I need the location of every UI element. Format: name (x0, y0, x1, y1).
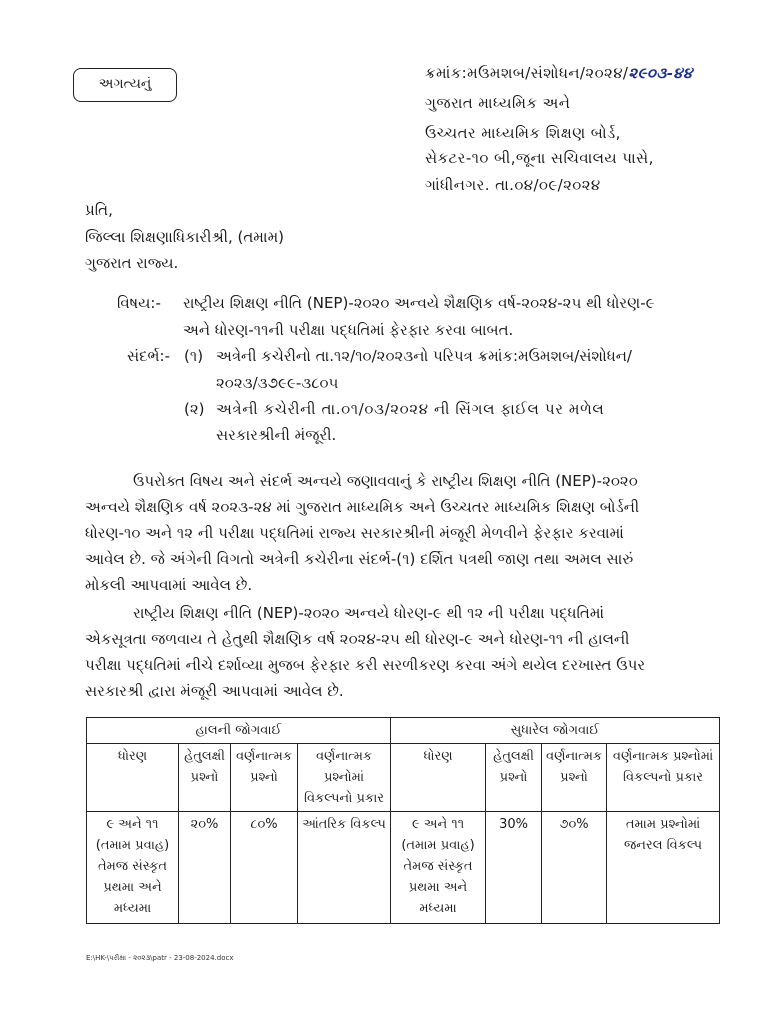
addressee-prati: પ્રતિ, (85, 201, 113, 219)
paragraph-1-line: આવેલ છે. જે અંગેની વિગતો અત્રેની કચેરીના સંદર્ભ-(૧) દર્શિત પત્રથી જાણ તથા અમલ સારું (85, 550, 634, 568)
col-standard-current: ધોરણ (87, 744, 179, 812)
col-descriptive-revised: વર્ણનાત્મક પ્રશ્નો (542, 744, 607, 812)
subject-line-2: અને ધોરણ-૧૧ની પરીક્ષા પદ્ધતિમાં ફેરફાર કરવા બાબત. (183, 321, 514, 339)
header-place-date: ગાંધીનગર. તા.૦૪/૦૯/૨૦૨૪ (425, 176, 601, 194)
cell-descriptive-revised: ૭૦% (542, 812, 607, 924)
col-descriptive-current: વર્ણનાત્મક પ્રશ્નો (231, 744, 298, 812)
handwritten-number: ૨૯૦૩-૪૪ (628, 64, 693, 82)
cell-descriptive-current: ૮૦% (231, 812, 298, 924)
subject-label: વિષય:- (117, 294, 161, 312)
paragraph-1-line: ધોરણ-૧૦ અને ૧૨ ની પરીક્ષા પદ્ધતિમાં રાજ્ય સરકારશ્રીની મંજૂરી મેળવીને ફેરફાર કરવામાં (85, 524, 624, 542)
paragraph-2-line: પરીક્ષા પદ્ધતિમાં નીચે દર્શાવ્યા મુજબ ફેરફાર કરી સરળીકરણ કરવા અંગે થયેલ દરખાસ્ત ઉપર (85, 656, 646, 674)
urgent-label-box (73, 68, 177, 102)
col-option-type-revised: વર્ણનાત્મક પ્રશ્નોમાં વિકલ્પનો પ્રકાર (607, 744, 720, 812)
cell-objective-revised: 30% (486, 812, 542, 924)
body-paragraph-2 (85, 600, 705, 704)
reference-2-line-2: સરકારશ્રીની મંજૂરી. (216, 426, 337, 444)
paragraph-1-line: મોકલી આપવામાં આવેલ છે. (85, 576, 253, 594)
subject-line-1: રાષ્ટ્રીય શિક્ષણ નીતિ (NEP)-૨૦૨૦ અન્વયે શૈક્ષણિક વર્ષ-૨૦૨૪-૨૫ થી ધોરણ-૯ (183, 294, 655, 312)
reference-1-line-2: ૨૦૨૩/૩૭૯૯-૩૮૦૫ (216, 374, 339, 392)
cell-standard-current: ૯ અને ૧૧ (તમામ પ્રવાહ) તેમજ સંસ્કૃત પ્રથમા અને મધ્યમા (87, 812, 179, 924)
reference-1-line-1: અત્રેની કચેરીનો તા.૧૨/૧૦/૨૦૨૩નો પરિપત્ર ક્રમાંક:મઉમશબ/સંશોધન/ (216, 347, 632, 365)
paragraph-1-line: અન્વયે શૈક્ષણિક વર્ષ ૨૦૨૩-૨૪ માં ગુજરાત માધ્યમિક અને ઉચ્ચતર માધ્યમિક શિક્ષણ બોર્ડની (85, 498, 640, 516)
body-paragraph-1 (85, 468, 705, 598)
reference-2-line-1-text: અત્રેની કચેરીની તા.૦૧/૦૩/૨૦૨૪ ની સિંગલ ફાઈલ પર મળેલ (216, 400, 605, 418)
paragraph-2-line: સરકારશ્રી દ્વારા મંજૂરી આપવામાં આવેલ છે. (85, 682, 344, 700)
col-objective-revised: હેતુલક્ષી પ્રશ્નો (486, 744, 542, 812)
table-row (87, 812, 720, 924)
cell-objective-current: ૨૦% (179, 812, 231, 924)
paragraph-2-line: એકસૂત્રતા જળવાય તે હેતુથી શૈક્ષણિક વર્ષ ૨૦૨૪-૨૫ થી ધોરણ-૯ અને ધોરણ-૧૧ ની હાલની (85, 630, 630, 648)
table-column-header-row (87, 744, 720, 812)
reference-1-number: (૧) (184, 347, 204, 365)
reference-2-number: (૨) (184, 400, 205, 418)
addressee-line-1: જિલ્લા શિક્ષણાધિકારીશ્રી, (તમામ) (85, 228, 285, 246)
reference-number-line (425, 64, 693, 82)
table-group-header-row (87, 718, 720, 744)
cell-standard-revised: ૯ અને ૧૧ (તમામ પ્રવાહ) તેમજ સંસ્કૃત પ્રથમા અને મધ્યમા (391, 812, 486, 924)
paragraph-1-line: ઉપરોક્ત વિષય અને સંદર્ભ અન્વયે જણાવવાનું કે રાષ્ટ્રીય શિક્ષણ નીતિ (NEP)-૨૦૨૦ (133, 472, 638, 490)
reference-label: સંદર્ભ:- (127, 347, 171, 365)
group-current-provision: હાલની જોગવાઈ (87, 718, 391, 744)
provision-comparison-table (86, 717, 720, 924)
addressee-line-2: ગુજરાત રાજ્ય. (85, 254, 179, 272)
col-objective-current: હેતુલક્ષી પ્રશ્નો (179, 744, 231, 812)
cell-option-type-current: આંતરિક વિકલ્પ (298, 812, 391, 924)
header-address: સેકટર-૧૦ બી,જૂના સચિવાલય પાસે, (425, 149, 654, 167)
group-revised-provision: સુધારેલ જોગવાઈ (391, 718, 720, 744)
header-board-line-2: ઉચ્ચતર માધ્યમિક શિક્ષણ બોર્ડ, (425, 124, 621, 142)
reference-number: ક્રમાંક:મઉમશબ/સંશોધન/૨૦૨૪/ (425, 64, 629, 82)
col-option-type-current: વર્ણનાત્મક પ્રશ્નોમાં વિકલ્પનો પ્રકાર (298, 744, 391, 812)
footer-file-path: E:\HK-\પરીક્ષા - ૨૦૨૩\patr - 23-08-2024.docx (86, 954, 234, 962)
col-standard-revised: ધોરણ (391, 744, 486, 812)
header-board-line-1: ગુજરાત માધ્યમિક અને (425, 94, 571, 112)
reference-2-line-1 (216, 400, 678, 418)
paragraph-2-line: રાષ્ટ્રીય શિક્ષણ નીતિ (NEP)-૨૦૨૦ અન્વયે ધોરણ-૯ થી ૧૨ ની પરીક્ષા પદ્ધતિમાં (133, 604, 605, 622)
urgent-label: અગત્યનું (98, 76, 152, 92)
cell-option-type-revised: તમામ પ્રશ્નોમાં જનરલ વિકલ્પ (607, 812, 720, 924)
